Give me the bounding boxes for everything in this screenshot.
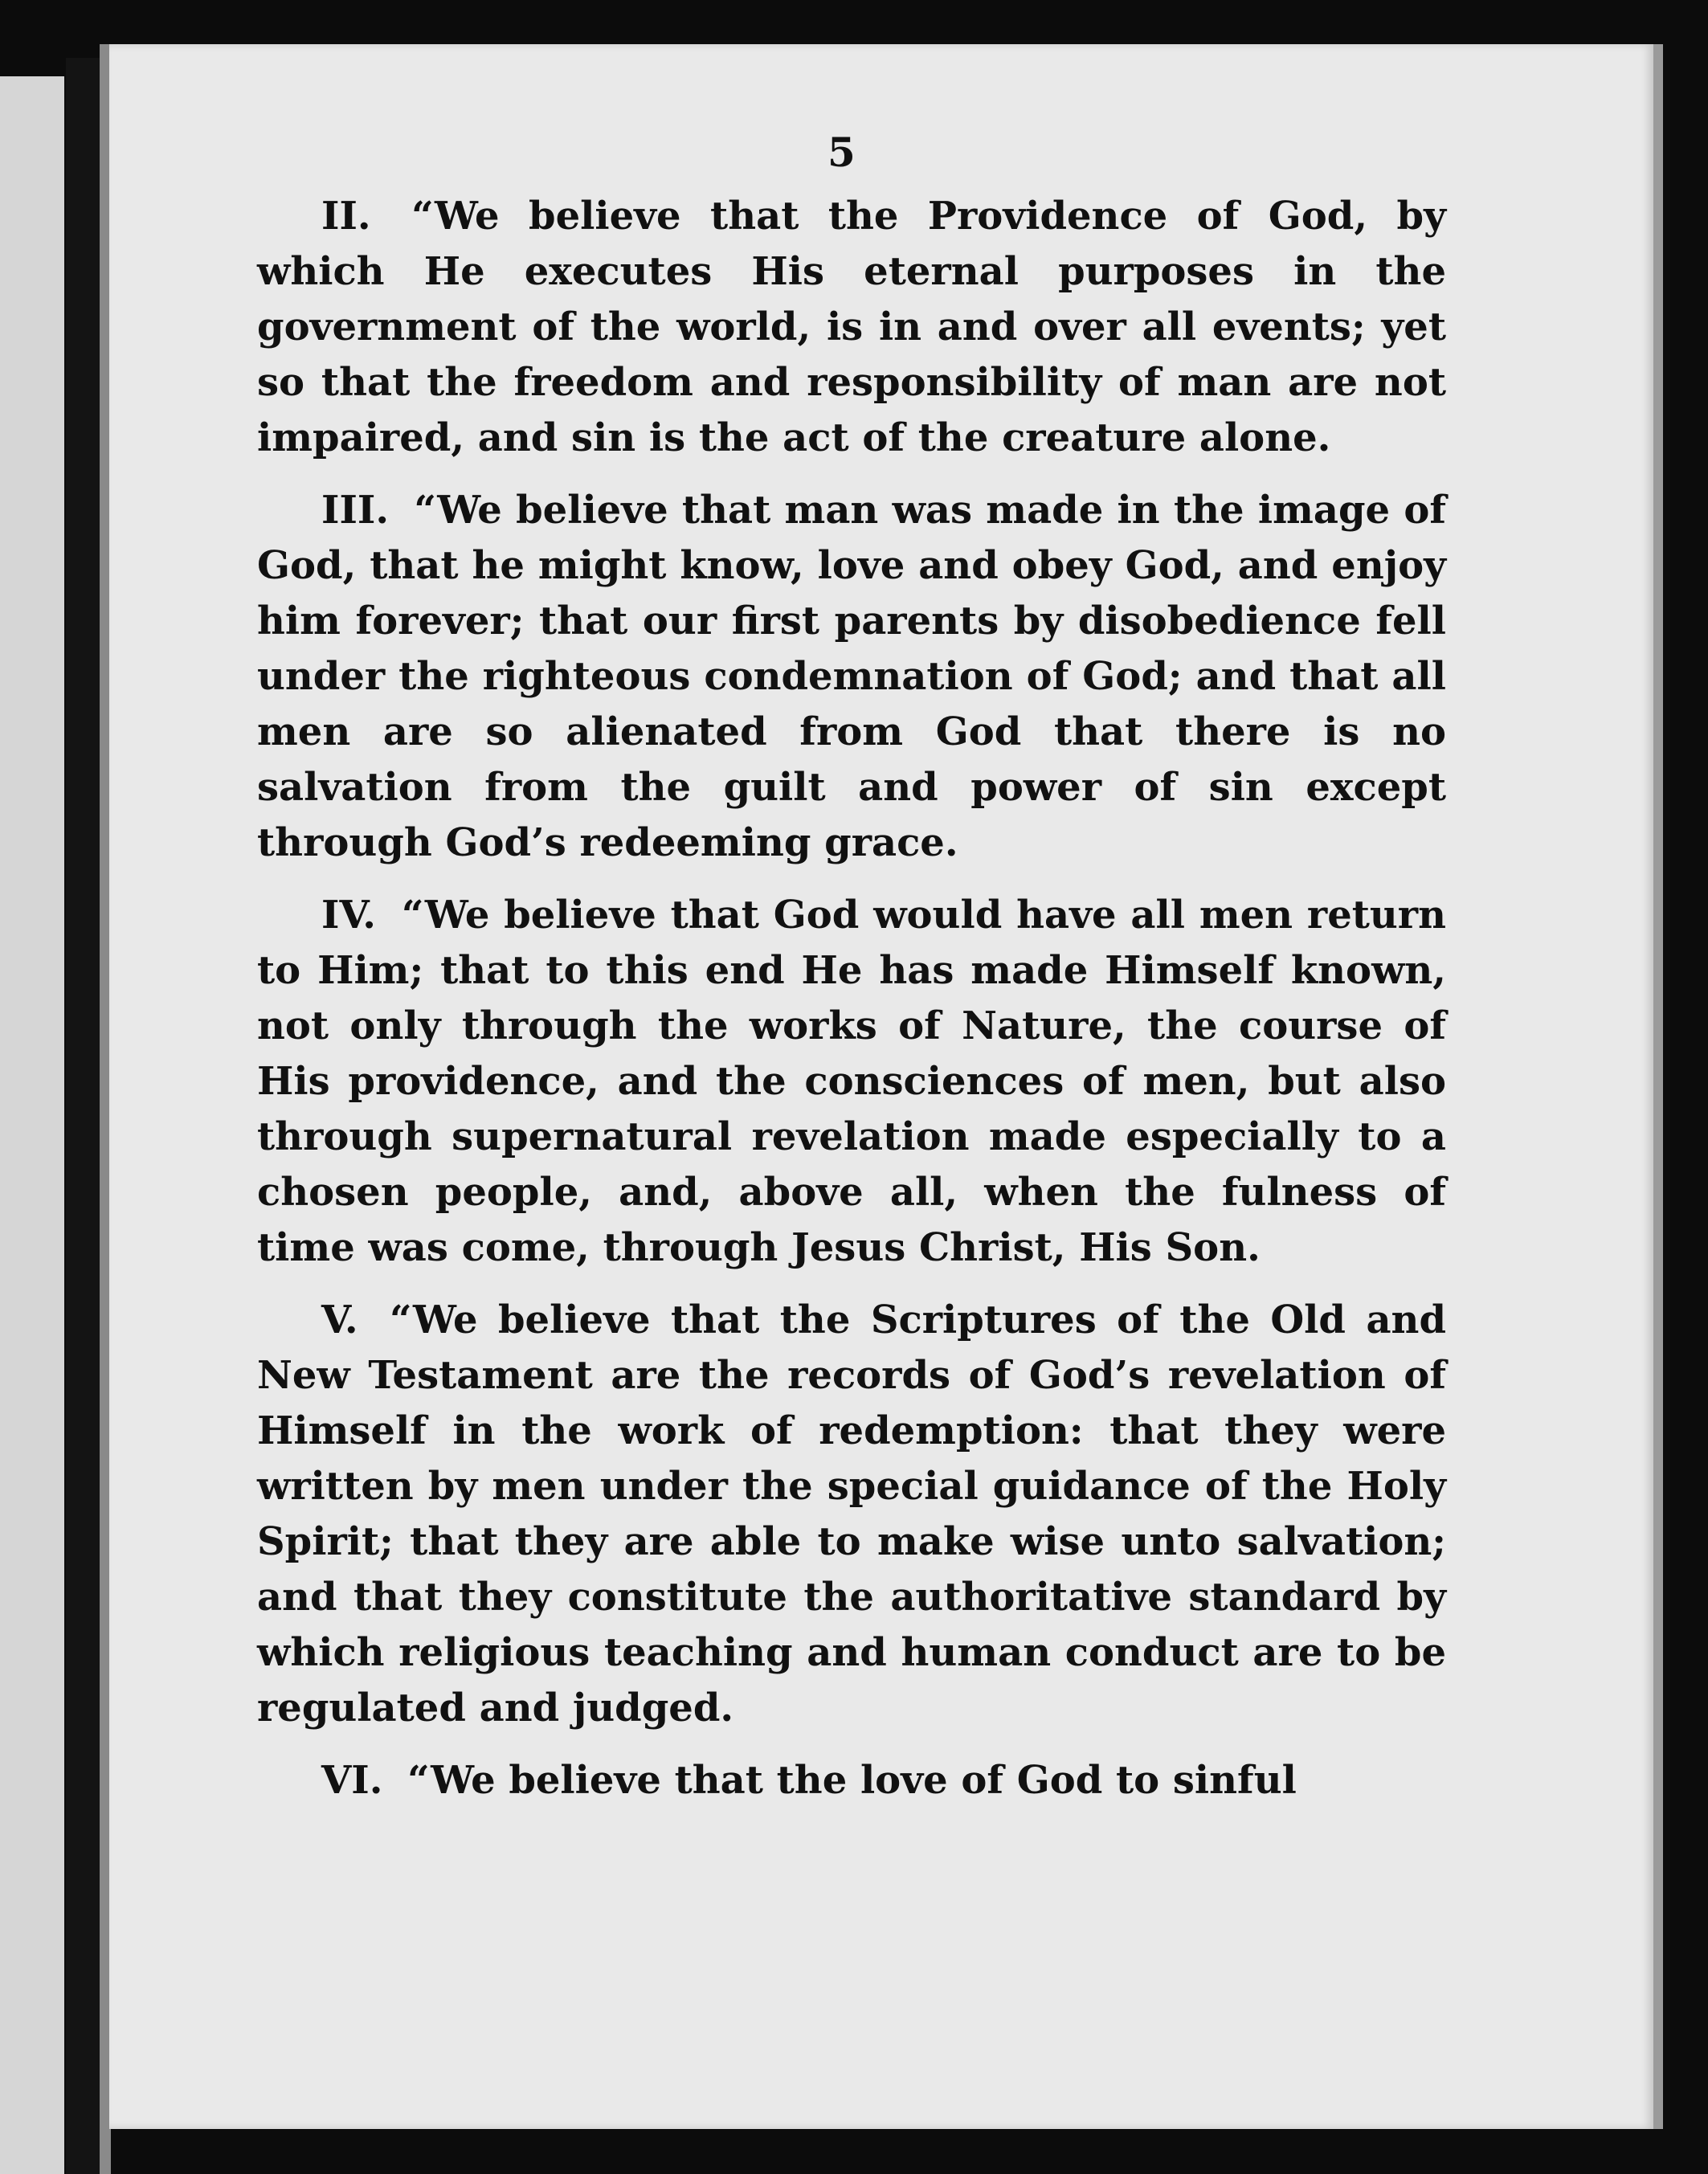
article-numeral: IV. — [321, 893, 377, 938]
book-binding — [66, 58, 100, 2174]
article-paragraph-v — [257, 1293, 1446, 1736]
article-paragraph-vi — [257, 1753, 1446, 1808]
article-paragraph-iii — [257, 483, 1446, 871]
article-numeral: V. — [321, 1297, 358, 1342]
facing-page-edge — [0, 76, 64, 2174]
article-text: “We believe that the Scriptures of the Old and New Testament are the records of God’s revelation of Himself in the work of redemption: that they were written by men under the special guidance of the Holy Spirit; that they are able to make wise unto salvation; and that they constitute the authoritative standard by which religious teaching and human conduct are to be regulated and judged. — [257, 1297, 1447, 1731]
page-body — [257, 189, 1446, 1825]
article-paragraph-ii — [257, 189, 1446, 466]
article-text: “We believe that the love of God to sinful — [407, 1758, 1297, 1803]
article-numeral: VI. — [321, 1758, 383, 1803]
article-text: “We believe that man was made in the image of God, that he might know, love and obey God, and enjoy him forever; that our first parents by disobedience fell under the righteous condemnation of God; and that all men are so alienated from God that there is no salvation from the guilt and power of sin except through God’s redeeming grace. — [257, 488, 1446, 865]
article-text: “We believe that the Providence of God, by which He executes His eternal purposes in the government of the world, is in and over all events; yet so that the freedom and responsibility of man are not impaired, and sin is the act of the creature alone. — [257, 194, 1446, 460]
page-number: 5 — [827, 129, 856, 176]
article-text: “We believe that God would have all men return to Him; that to this end He has made Himself known, not only through the works of Nature, the course of His providence, and the consciences of men, but also through supernatural revelation made especially to a chosen people, and, above all, when the fulness of time was come, through Jesus Christ, His Son. — [257, 893, 1446, 1270]
article-numeral: II. — [321, 194, 371, 239]
article-numeral: III. — [321, 488, 390, 533]
page-edge-shadow — [1653, 44, 1663, 2129]
article-paragraph-iv — [257, 888, 1446, 1276]
